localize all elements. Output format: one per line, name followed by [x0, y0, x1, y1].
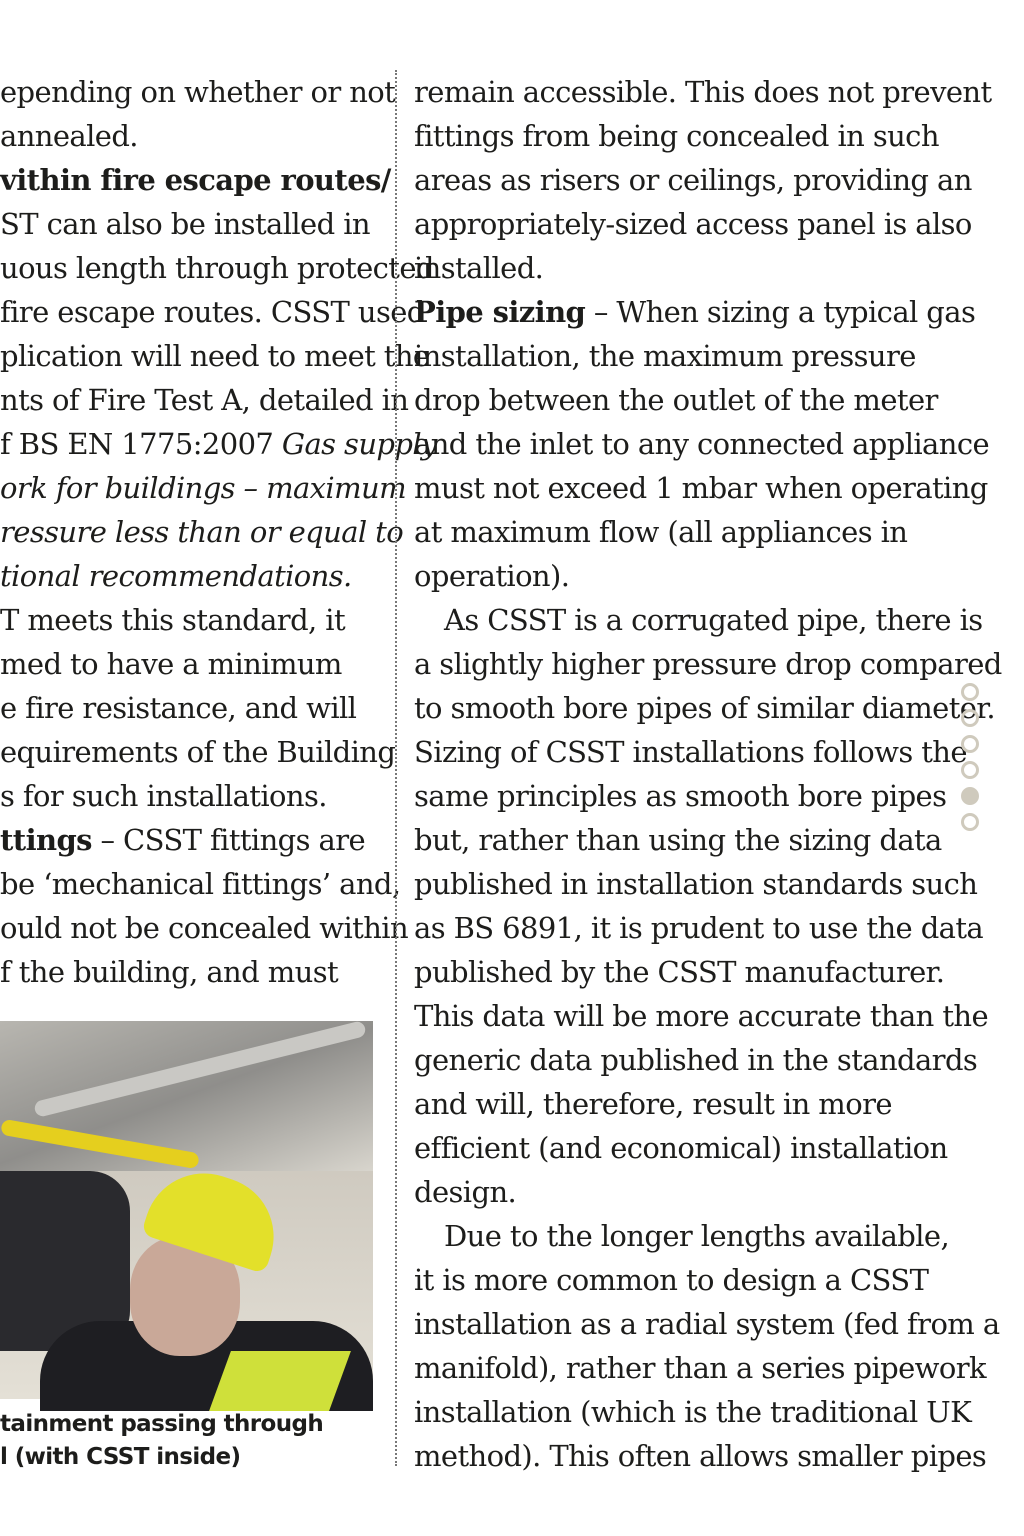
- page-dot-icon[interactable]: [961, 683, 979, 701]
- body-text: method). This often allows smaller pipes: [414, 1439, 987, 1473]
- body-text: areas as risers or ceilings, providing an: [414, 163, 972, 197]
- text-line: [414, 510, 934, 554]
- italic-title-text: ressure less than or equal to: [0, 515, 404, 549]
- text-line: [0, 862, 401, 906]
- body-text: manifold), rather than a series pipework: [414, 1351, 987, 1385]
- page-dot-active-icon[interactable]: [961, 787, 979, 805]
- body-text: This data will be more accurate than the: [414, 999, 989, 1033]
- photo-engineer-hard-hat: [0, 1021, 373, 1399]
- photo-caption: [0, 1408, 323, 1474]
- body-text: it is more common to design a CSST: [414, 1263, 929, 1297]
- text-line: [414, 554, 934, 598]
- text-line: [414, 1082, 934, 1126]
- italic-title-text: ork for buildings – maximum: [0, 471, 406, 505]
- text-line: [0, 686, 380, 730]
- text-line: [0, 818, 380, 862]
- page-indicator: [961, 683, 979, 839]
- body-text: drop between the outlet of the meter: [414, 383, 938, 417]
- text-line: [414, 994, 989, 1038]
- text-line: [414, 334, 934, 378]
- body-text: appropriately-sized access panel is also: [414, 207, 972, 241]
- body-text: s for such installations.: [0, 779, 327, 813]
- text-line: [0, 906, 409, 950]
- text-line: [414, 598, 983, 642]
- text-line: [414, 686, 996, 730]
- body-text: f the building, and must: [0, 955, 339, 989]
- body-text: operation).: [414, 559, 570, 593]
- text-line: [0, 334, 430, 378]
- text-line: [414, 906, 984, 950]
- page-dot-icon[interactable]: [961, 813, 979, 831]
- body-text: installed.: [414, 251, 544, 285]
- text-line: [414, 862, 978, 906]
- text-line: [414, 1434, 987, 1478]
- text-line: [0, 466, 406, 510]
- body-text: efficient (and economical) installation: [414, 1131, 948, 1165]
- body-text: but, rather than using the sizing data: [414, 823, 942, 857]
- text-line: [414, 642, 1002, 686]
- text-line: [414, 378, 938, 422]
- text-line: [414, 1346, 987, 1390]
- body-text: Due to the longer lengths available,: [444, 1219, 950, 1253]
- text-line: [0, 246, 434, 290]
- bold-heading-text: Pipe sizing: [414, 295, 586, 329]
- text-line: [0, 642, 380, 686]
- text-line: [0, 554, 380, 598]
- text-line: [414, 1390, 972, 1434]
- body-text: as BS 6891, it is prudent to use the data: [414, 911, 984, 945]
- page-dot-icon[interactable]: [961, 761, 979, 779]
- text-line: [414, 466, 988, 510]
- right-text-column: [414, 70, 1002, 1478]
- body-text: and the inlet to any connected appliance: [414, 427, 990, 461]
- body-text: epending on whether or not: [0, 75, 396, 109]
- body-text: med to have a minimum: [0, 647, 342, 681]
- text-line: [0, 114, 380, 158]
- body-text: equirements of the Building: [0, 735, 396, 769]
- body-text: and will, therefore, result in more: [414, 1087, 892, 1121]
- body-text: Sizing of CSST installations follows the: [414, 735, 967, 769]
- caption-line: tainment passing through: [0, 1411, 324, 1437]
- body-text: fire escape routes. CSST used: [0, 295, 425, 329]
- text-line: [0, 378, 409, 422]
- text-line: [414, 246, 934, 290]
- text-line: [0, 202, 380, 246]
- page-dot-icon[interactable]: [961, 709, 979, 727]
- body-text: same principles as smooth bore pipes: [414, 779, 947, 813]
- page-dot-icon[interactable]: [961, 735, 979, 753]
- body-text: published by the CSST manufacturer.: [414, 955, 945, 989]
- text-line: [414, 818, 942, 862]
- body-text: T meets this standard, it: [0, 603, 345, 637]
- body-text: fittings from being concealed in such: [414, 119, 939, 153]
- body-text: – When sizing a typical gas: [585, 295, 976, 329]
- text-line: [414, 1302, 1000, 1346]
- text-line: [0, 70, 396, 114]
- text-line: [414, 158, 972, 202]
- left-text-column: [0, 70, 437, 994]
- body-text: be ‘mechanical fittings’ and,: [0, 867, 401, 901]
- body-text: f BS EN 1775:2007: [0, 427, 282, 461]
- text-line: [0, 290, 425, 334]
- text-line: [0, 158, 391, 202]
- text-line: [414, 290, 976, 334]
- text-line: [0, 730, 396, 774]
- body-text: e fire resistance, and will: [0, 691, 357, 725]
- bold-heading-text: vithin fire escape routes/: [0, 163, 391, 197]
- text-line: [414, 202, 972, 246]
- bold-heading-text: ttings: [0, 823, 92, 857]
- body-text: remain accessible. This does not prevent: [414, 75, 992, 109]
- text-line: [0, 598, 380, 642]
- column-divider: [395, 70, 397, 1466]
- body-text: installation as a radial system (fed from a: [414, 1307, 1000, 1341]
- body-text: design.: [414, 1175, 517, 1209]
- body-text: annealed.: [0, 119, 138, 153]
- body-text: published in installation standards such: [414, 867, 978, 901]
- text-line: [0, 510, 404, 554]
- text-line: [0, 422, 437, 466]
- text-line: [0, 950, 380, 994]
- text-line: [414, 1258, 934, 1302]
- text-line: [414, 774, 947, 818]
- text-line: [414, 1170, 934, 1214]
- photo-hi-vis-vest: [209, 1351, 351, 1411]
- text-line: [414, 114, 939, 158]
- body-text: a slightly higher pressure drop compared: [414, 647, 1002, 681]
- body-text: must not exceed 1 mbar when operating: [414, 471, 988, 505]
- body-text: As CSST is a corrugated pipe, there is: [444, 603, 983, 637]
- body-text: at maximum flow (all appliances in: [414, 515, 908, 549]
- text-line: [0, 774, 380, 818]
- text-line: [414, 1214, 950, 1258]
- text-line: [414, 70, 992, 114]
- body-text: plication will need to meet the: [0, 339, 430, 373]
- body-text: uous length through protected: [0, 251, 434, 285]
- body-text: – CSST fittings are: [91, 823, 366, 857]
- body-text: ST can also be installed in: [0, 207, 370, 241]
- body-text: installation, the maximum pressure: [414, 339, 916, 373]
- caption-line: l (with CSST inside): [0, 1444, 241, 1470]
- text-line: [414, 730, 967, 774]
- italic-title-text: tional recommendations.: [0, 559, 352, 593]
- text-line: [414, 422, 990, 466]
- body-text: to smooth bore pipes of similar diameter.: [414, 691, 996, 725]
- body-text: ould not be concealed within: [0, 911, 409, 945]
- text-line: [414, 1038, 978, 1082]
- text-line: [414, 1126, 948, 1170]
- body-text: installation (which is the traditional UK: [414, 1395, 972, 1429]
- body-text: nts of Fire Test A, detailed in: [0, 383, 409, 417]
- text-line: [414, 950, 945, 994]
- italic-title-text: Gas supply: [281, 427, 437, 461]
- body-text: generic data published in the standards: [414, 1043, 978, 1077]
